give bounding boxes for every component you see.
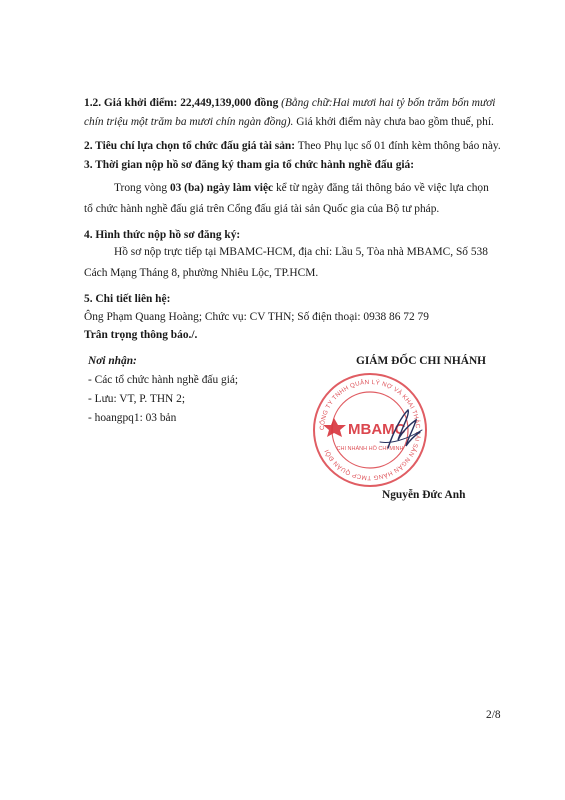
selection-criteria-label: 2. Tiêu chí lựa chọn tổ chức đấu giá tài sản: [84,140,296,152]
selection-criteria-line [84,139,501,154]
svg-text:MBAMC: MBAMC [348,421,406,438]
recipient-item: - hoangpq1: 03 bản [88,412,177,424]
submission-time-heading: 3. Thời gian nộp hồ sơ đăng ký tham gia tổ chức hành nghề đấu giá: [84,159,415,171]
svg-text:CÔNG TY TNHH QUẢN LÝ NỢ VÀ KHA: CÔNG TY TNHH QUẢN LÝ NỢ VÀ KHAI THÁC TÀI SẢN NGÂN HÀNG TMCP QUÂN ĐỘI [318,378,422,482]
submission-method-line-1: Hồ sơ nộp trực tiếp tại MBAMC-HCM, địa chỉ: Lầu 5, Tòa nhà MBAMC, Số 538 [114,246,488,258]
submission-method-heading: 4. Hình thức nộp hồ sơ đăng ký: [84,229,241,241]
starting-price-words-2: chín triệu một trăm ba mươi chín ngàn đồng). [84,116,294,128]
submission-time-line-1: Trong vòng 03 (ba) ngày làm việc kể từ ngày đăng tải thông báo về việc lựa chọn [114,182,489,194]
starting-price-words-1: (Bằng chữ:Hai mươi hai tỷ bốn trăm bốn mươi [281,97,496,109]
stamp-seal-icon [310,370,430,490]
company-stamp [310,370,430,490]
starting-price-line [84,96,495,111]
signer-title: GIÁM ĐỐC CHI NHÁNH [356,355,487,367]
starting-price-note: Giá khởi điểm này chưa bao gồm thuế, phí. [296,116,494,128]
signer-name: Nguyễn Đức Anh [382,489,466,501]
svg-text:CHI NHÁNH HỒ CHÍ MINH: CHI NHÁNH HỒ CHÍ MINH [336,446,404,452]
closing-line: Trân trọng thông báo./. [84,329,198,341]
recipients-heading: Nơi nhận: [88,355,137,367]
recipient-item: - Lưu: VT, P. THN 2; [88,393,185,405]
selection-criteria-text: Theo Phụ lục số 01 đính kèm thông báo này. [297,140,501,152]
page-number: 2/8 [486,709,501,721]
submission-method-line-2: Cách Mạng Tháng 8, phường Nhiêu Lộc, TP.HCM. [84,267,319,279]
starting-price-label: 1.2. Giá khởi điểm: [84,97,178,109]
contact-heading: 5. Chi tiết liên hệ: [84,293,171,305]
working-days: 03 (ba) ngày làm việc [169,182,274,194]
starting-price-amount: 22,449,139,000 đồng [180,97,279,109]
recipient-item: - Các tổ chức hành nghề đấu giá; [88,374,239,386]
contact-details: Ông Phạm Quang Hoàng; Chức vụ: CV THN; Số điện thoại: 0938 86 72 79 [84,311,429,323]
submission-time-line-2: tổ chức hành nghề đấu giá trên Cổng đấu giá tài sản Quốc gia của Bộ tư pháp. [84,203,440,215]
starting-price-line-2 [84,115,494,130]
